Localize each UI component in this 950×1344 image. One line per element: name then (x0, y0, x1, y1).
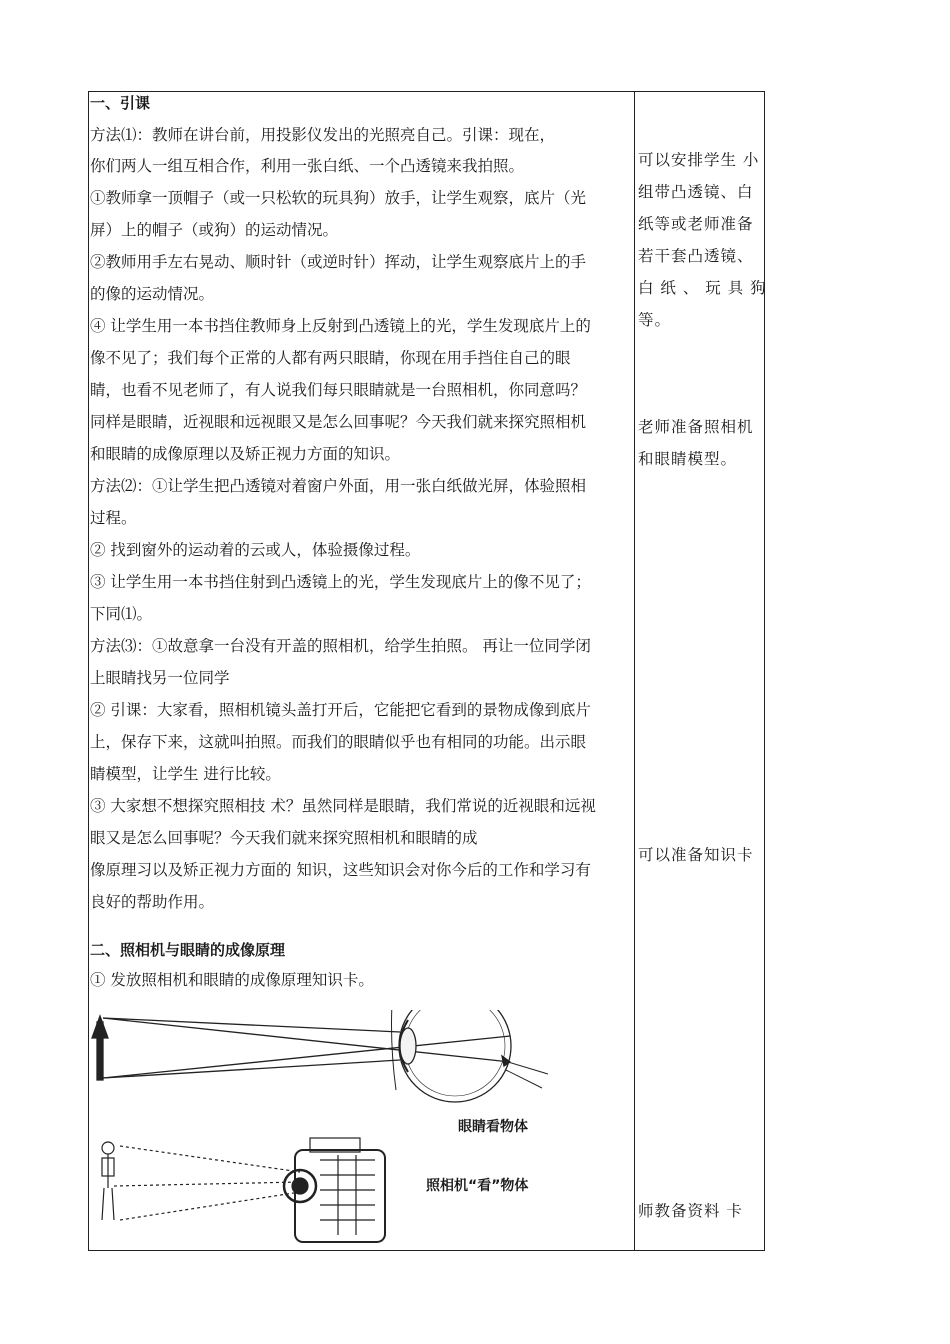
text-line: 上，保存下来，这就叫拍照。而我们的眼睛似乎也有相同的功能。出示眼 (90, 733, 587, 751)
text-line: 屏）上的帽子（或狗）的运动情况。 (90, 221, 339, 239)
note-line: 可以安排学生 小 (638, 151, 760, 169)
text-line: ① 发放照相机和眼睛的成像原理知识卡。 (90, 971, 374, 989)
note-line: 白 纸 、 玩 具 狗 (638, 279, 767, 297)
text-line: ② 引课：大家看，照相机镜头盖打开后，它能把它看到的景物成像到底片 (90, 701, 591, 719)
text-line: 的像的运动情况。 (90, 285, 215, 303)
text-line: ②教师用手左右晃动、顺时针（或逆时针）挥动，让学生观察底片上的手 (90, 253, 587, 271)
note-line: 老师准备照相机 (638, 418, 754, 436)
text-line: ② 找到窗外的运动着的云或人，体验摄像过程。 (90, 541, 421, 559)
note-line: 师教备资料 卡 (638, 1202, 743, 1220)
eye-caption: 眼睛看物体 (458, 1119, 528, 1135)
text-line: 方法⑴：教师在讲台前，用投影仪发出的光照亮自己。引课：现在， (90, 126, 556, 144)
eye-diagram (92, 1010, 548, 1102)
text-line: 像原理习以及矫正视力方面的 知识，这些知识会对你今后的工作和学习有 (90, 861, 591, 879)
text-line: 良好的帮助作用。 (90, 893, 215, 911)
note-line: 可以准备知识卡 (638, 846, 754, 864)
section-heading-principle: 二、照相机与眼睛的成像原理 (90, 941, 286, 959)
text-line: 睛模型，让学生 进行比较。 (90, 765, 281, 783)
camera-body (295, 1150, 385, 1242)
text-line: 方法⑶：①故意拿一台没有开盖的照相机，给学生拍照。 再让一位同学闭 (90, 637, 591, 655)
object-arrow-head (92, 1016, 108, 1038)
text-line: ①教师拿一顶帽子（或一只松软的玩具狗）放手，让学生观察，底片（光 (90, 189, 587, 207)
text-line: ③ 大家想不想探究照相技 术？虽然同样是眼睛，我们常说的近视眼和远视 (90, 797, 596, 815)
column-divider (634, 91, 635, 1251)
text-line: 眼又是怎么回事呢？今天我们就来探究照相机和眼睛的成 (90, 829, 478, 847)
note-line: 和眼睛模型。 (638, 450, 738, 468)
eye-lens (400, 1028, 416, 1064)
text-line: 下同⑴。 (90, 605, 153, 623)
text-line: 方法⑵：①让学生把凸透镜对着窗户外面，用一张白纸做光屏，体验照相 (90, 477, 587, 495)
note-line: 等。 (638, 311, 672, 329)
note-line: 若干套凸透镜、 (638, 247, 754, 265)
text-line: 睛，也看不见老师了，有人说我们每只眼睛就是一台照相机，你同意吗？ (90, 381, 587, 399)
camera-caption: 照相机“看”物体 (426, 1178, 529, 1194)
text-line: 上眼睛找另一位同学 (90, 669, 230, 687)
camera-diagram (102, 1138, 385, 1242)
text-line: 过程。 (90, 509, 137, 527)
boy-head (102, 1142, 114, 1154)
section-heading-intro: 一、引课 (90, 94, 151, 112)
ray-top (103, 1018, 400, 1032)
text-line: 同样是眼睛，近视眼和远视眼又是怎么回事呢？今天我们就来探究照相机 (90, 413, 587, 431)
text-line: ③ 让学生用一本书挡住射到凸透镜上的光，学生发现底片上的像不见了； (90, 573, 591, 591)
text-line: 和眼睛的成像原理以及矫正视力方面的知识。 (90, 445, 401, 463)
optics-figure (90, 1010, 560, 1250)
text-line: 你们两人一组互相合作，利用一张白纸、一个凸透镜来我拍照。 (90, 157, 525, 175)
text-line: ④ 让学生用一本书挡住教师身上反射到凸透镜上的光，学生发现底片上的 (90, 317, 591, 335)
note-line: 纸等或老师准备 (638, 215, 754, 233)
text-line: 像不见了；我们每个正常的人都有两只眼睛，你现在用手挡住自己的眼 (90, 349, 571, 367)
note-line: 组带凸透镜、白 (638, 183, 754, 201)
